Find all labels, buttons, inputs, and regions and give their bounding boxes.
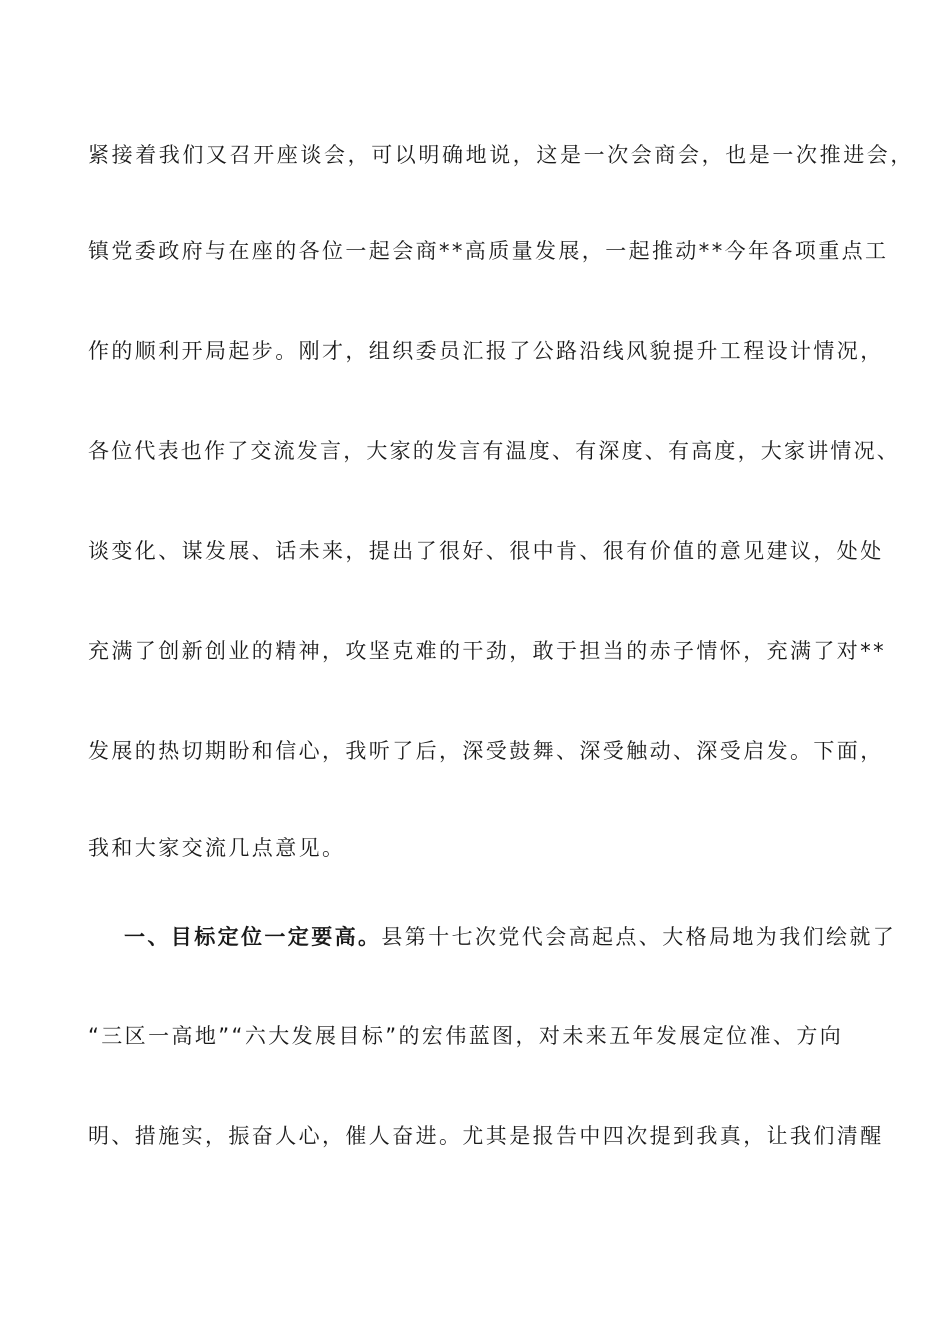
text-line: 紧接着我们又召开座谈会，可以明确地说，这是一次会商会，也是一次推进会，: [88, 143, 914, 167]
text-line: 明、措施实，振奋人心，催人奋进。尤其是报告中四次提到我真，让我们清醒: [88, 1124, 884, 1148]
text-line: 发展的热切期盼和信心，我听了后，深受鼓舞、深受触动、深受启发。下面，: [88, 739, 884, 763]
text-line: 各位代表也作了交流发言，大家的发言有温度、有深度、有高度，大家讲情况、: [88, 439, 900, 463]
section-first-line: [124, 923, 924, 951]
text-line: “三区一高地”“六大发展目标”的宏伟蓝图，对未来五年发展定位准、方向: [88, 1024, 844, 1048]
section-heading: 一、目标定位一定要高。: [124, 925, 382, 949]
text-line: 谈变化、谋发展、话未来，提出了很好、很中肯、很有价值的意见建议，处处: [88, 539, 884, 563]
text-line: 作的顺利开局起步。刚才，组织委员汇报了公路沿线风貌提升工程设计情况，: [88, 339, 884, 363]
text-line: 镇党委政府与在座的各位一起会商**高质量发展，一起推动**今年各项重点工: [88, 239, 889, 263]
section-text: 县第十七次党代会高起点、大格局地为我们绘就了: [381, 925, 897, 949]
text-line: 我和大家交流几点意见。: [88, 836, 346, 860]
text-line: 充满了创新创业的精神，攻坚克难的干劲，敢于担当的赤子情怀，充满了对**: [88, 639, 886, 663]
